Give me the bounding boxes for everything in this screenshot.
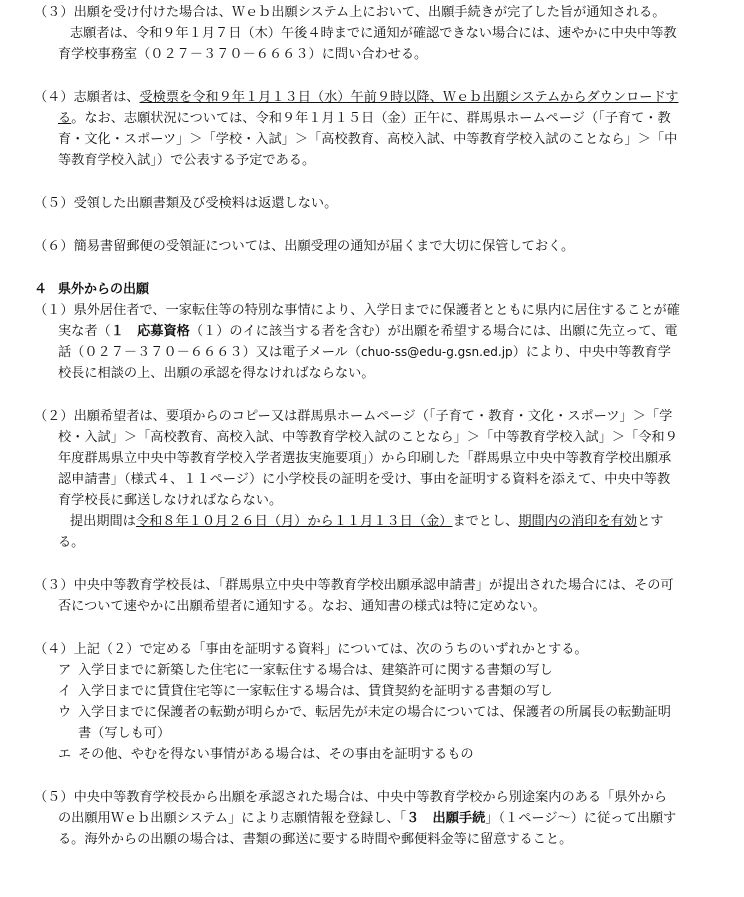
section-heading xyxy=(34,279,680,300)
para-text: とする。 xyxy=(58,514,664,550)
sub-text: 入学日までに新築した住宅に一家転住する場合は、建築許可に関する書類の写し xyxy=(78,663,553,678)
s4-item-1 xyxy=(34,300,680,384)
item-text: 」（１ページ～）に従って出願する。海外からの出願の場合は、書類の郵送に要する時間や郵便料金等に留意すること。 xyxy=(58,811,677,847)
underlined-text: 受検票を令和９年１月１３日（水）午前９時以降、Ｗｅｂ出願システムからダウンロードする xyxy=(58,90,679,126)
sub-item-e xyxy=(34,744,680,765)
section-number: ４ xyxy=(34,282,48,297)
sub-text: 入学日までに保護者の転勤が明らかで、転居先が未定の場合については、保護者の所属長の転勤証明書（写しも可） xyxy=(78,705,671,741)
email-address: chuo-ss@edu-g.gsn.ed.jp xyxy=(361,345,513,359)
item-number: （２） xyxy=(34,409,74,424)
item-text: 簡易書留郵便の受領証については、出願受理の通知が届くまで大切に保管しておく。 xyxy=(73,239,575,254)
item-text: 中央中等教育学校長は、「群馬県立中央中等教育学校出願承認申請書」が提出された場合には、その可否について速やかに出願希望者に通知する。なお、通知書の様式は特に定めない。 xyxy=(58,578,674,614)
s4-item-3 xyxy=(34,575,680,617)
item-6 xyxy=(34,236,680,257)
sub-mark: ウ xyxy=(58,705,72,720)
item-text: 中央中等教育学校長から出願を承認された場合は、中央中等教育学校から別途案内のある「県外からの出願用Ｗｅｂ出願システム」により志願情報を登録し、「 xyxy=(58,790,667,826)
item-number: （６） xyxy=(34,239,74,254)
s4-item-2 xyxy=(34,406,680,511)
bold-reference: ３ 出願手続 xyxy=(406,811,486,826)
s4-item-5 xyxy=(34,787,680,850)
item-number: （５） xyxy=(34,196,74,211)
item-text: （１）のイに該当する者を含む）が出願を希望する場合には、出願に先立って、電話（０２７－３７０－６６６３）又は電子メール（ xyxy=(58,324,678,360)
item-5 xyxy=(34,193,680,214)
item-text: ）により、中央中等教育学校長に相談の上、出願の承認を得なければならない。 xyxy=(58,345,671,381)
sub-item-a xyxy=(34,660,680,681)
item-number: （４） xyxy=(34,90,74,105)
para-text: 提出期間は xyxy=(70,514,136,529)
s4-item-2-paragraph xyxy=(34,511,680,553)
item-3-paragraph: 志願者は、令和９年１月７日（木）午後４時までに通知が確認できない場合には、速やかに中央中等教育学校事務室（０２７－３７０－６６６３）に問い合わせる。 xyxy=(58,26,677,62)
item-4 xyxy=(34,87,680,171)
item-number: （３） xyxy=(34,5,74,20)
item-text: 出願希望者は、要項からのコピー又は群馬県ホームページ（「子育て・教育・文化・スポーツ」＞「学校・入試」＞「高校教育、高校入試、中等教育学校入試のことなら」＞「中等教育学校入試」＞「令和９年度群馬県立中央中等教育学校入学者選抜実施要項」）から印刷した「群馬県立中央中等教育学校出願承認申請書」（様式４、１１ページ）に小学校長の証明を受け、事由を証明する資料を添えて、中央中等教育学校長に郵送しなければならない。 xyxy=(58,409,678,508)
section-title: 県外からの出願 xyxy=(58,282,150,297)
sub-mark: ア xyxy=(58,663,72,678)
sub-mark: エ xyxy=(58,747,72,762)
underlined-text: 期間内の消印を有効 xyxy=(518,514,638,529)
sub-mark: イ xyxy=(58,684,72,699)
sub-text: 入学日までに賃貸住宅等に一家転住する場合は、賃貸契約を証明する書類の写し xyxy=(78,684,553,699)
item-text: 。なお、志願状況については、令和９年１月１５日（金）正午に、群馬県ホームページ（「子育て・教育・文化・スポーツ」＞「学校・入試」＞「高校教育、高校入試、中等教育学校入試のことなら」＞「中等教育学校入試」）で公表する予定である。 xyxy=(58,111,678,168)
para-text: までとし、 xyxy=(452,514,519,529)
item-text: 受領した出願書類及び受検料は返還しない。 xyxy=(73,196,338,211)
item-number: （５） xyxy=(34,790,74,805)
item-number: （４） xyxy=(34,642,74,657)
underlined-text: 令和８年１０月２６日（月）から１１月１３日（金） xyxy=(135,514,453,529)
item-text: 県外居住者で、一家転住等の特別な事情により、入学日までに保護者とともに県内に居住することが確実な者（ xyxy=(58,303,680,339)
item-number: （３） xyxy=(34,578,74,593)
sub-item-i xyxy=(34,681,680,702)
item-number: （１） xyxy=(34,303,74,318)
s4-item-4 xyxy=(34,639,680,660)
item-text: 上記（２）で定める「事由を証明する資料」については、次のうちのいずれかとする。 xyxy=(73,642,588,657)
item-3 xyxy=(34,2,680,23)
sub-item-u xyxy=(34,702,680,744)
item-text: 志願者は、 xyxy=(73,90,140,105)
bold-reference: １ 応募資格 xyxy=(110,324,190,339)
item-text: 出願を受け付けた場合は、Ｗｅｂ出願システム上において、出願手続きが完了した旨が通知される。 xyxy=(73,5,666,20)
sub-text: その他、やむを得ない事情がある場合は、その事由を証明するもの xyxy=(78,747,474,762)
